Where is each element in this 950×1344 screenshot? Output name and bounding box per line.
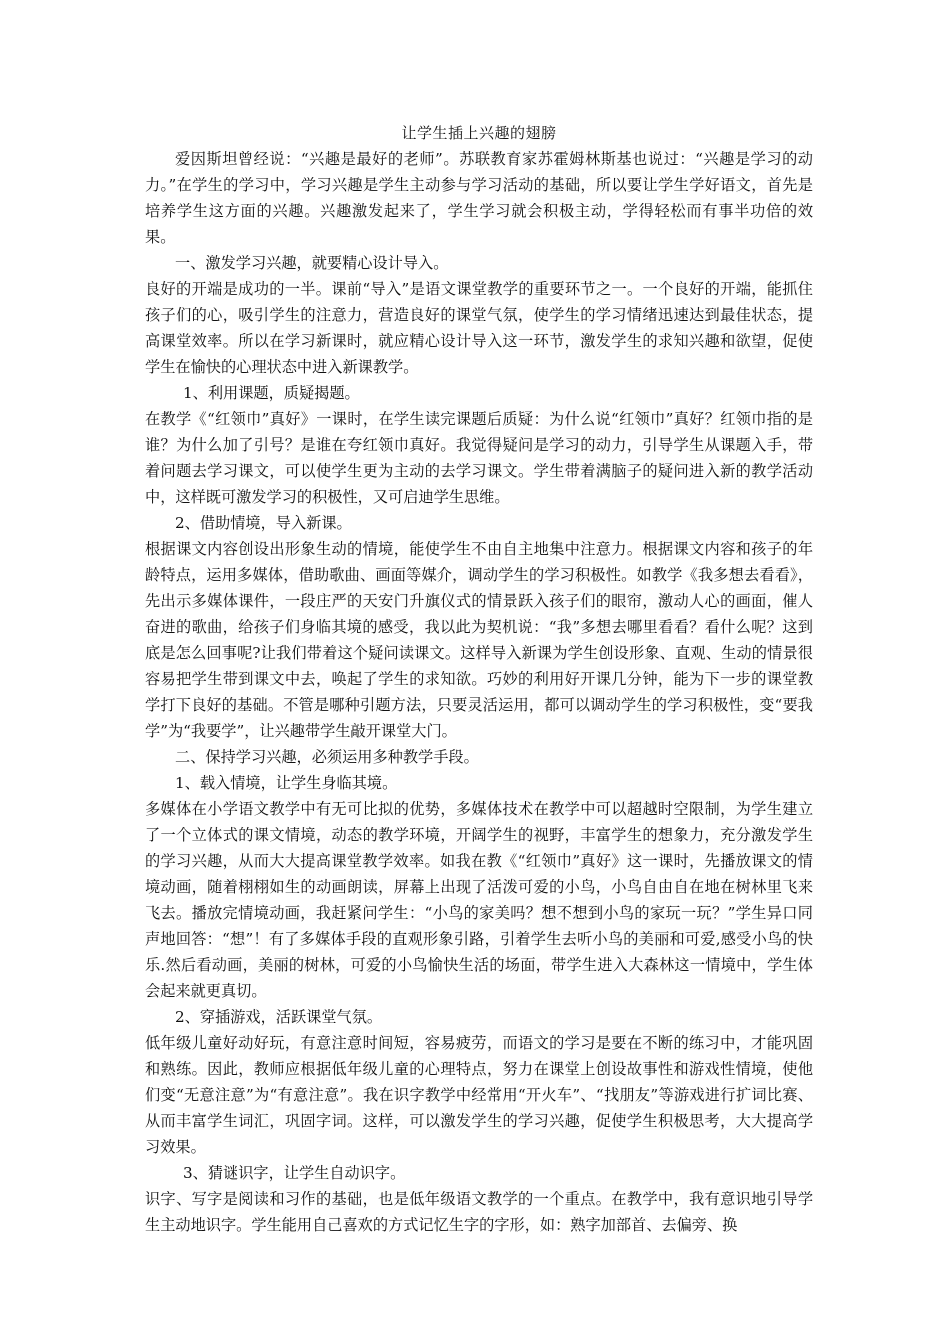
subsection-heading-2-1: 1、载入情境，让学生身临其境。 xyxy=(175,774,398,792)
subsection-1-2-paragraph: 根据课文内容创设出形象生动的情境，能使学生不由自主地集中注意力。根据课文内容和孩子的年龄特点，运用多媒体，借助歌曲、画面等媒介，调动学生的学习积极性。如教学《我多想去看看》，先出示多媒体课件，一段庄严的天安门升旗仪式的情景跃入孩子们的眼帘，激动人心的画面，催人奋进的歌曲，给孩子们身临其境的感受，我以此为契机说：“我”多想去哪里看看？看什么呢？这到底是怎么回事呢?让我们带着这个疑问读课文。这样导入新课为学生创设形象、直观、生动的情景很容易把学生带到课文中去，唤起了学生的求知欲。巧妙的利用好开课几分钟，能为下一步的课堂教学打下良好的基础。不管是哪种引题方法，只要灵活运用，都可以调动学生的学习积极性，变“要我学”为“我要学”，让兴趣带学生敲开课堂大门。 xyxy=(145,540,813,740)
document-page xyxy=(145,120,813,1238)
document-title: 让学生插上兴趣的翅膀 xyxy=(401,124,557,142)
section-heading-1: 一、激发学习兴趣，就要精心设计导入。 xyxy=(175,254,449,272)
subsection-heading-2-3: 3、猜谜识字，让学生自动识字。 xyxy=(183,1164,406,1182)
subsection-2-2-paragraph: 低年级儿童好动好玩，有意注意时间短，容易疲劳，而语文的学习是要在不断的练习中，才能巩固和熟练。因此，教师应根据低年级儿童的心理特点，努力在课堂上创设故事性和游戏性情境，使他们变“无意注意”为“有意注意”。我在识字教学中经常用“开火车”、“找朋友”等游戏进行扩词比赛、从而丰富学生词汇，巩固字词。这样，可以激发学生的学习兴趣，促使学生积极思考，大大提高学习效果。 xyxy=(145,1034,813,1156)
subsection-heading-1-2: 2、借助情境，导入新课。 xyxy=(175,514,352,532)
section-heading-2: 二、保持学习兴趣，必须运用多种教学手段。 xyxy=(175,748,479,766)
subsection-1-1-paragraph: 在教学《“红领巾”真好》一课时，在学生读完课题后质疑：为什么说“红领巾”真好？红领巾指的是谁？为什么加了引号？是谁在夸红领巾真好。我觉得疑问是学习的动力，引导学生从课题入手，带着问题去学习课文，可以使学生更为主动的去学习课文。学生带着满脑子的疑问进入新的教学活动中，这样既可激发学习的积极性，又可启迪学生思维。 xyxy=(145,410,813,506)
subsection-heading-2-2: 2、穿插游戏，活跃课堂气氛。 xyxy=(175,1008,383,1026)
subsection-2-3-paragraph: 识字、写字是阅读和习作的基础，也是低年级语文教学的一个重点。在教学中，我有意识地引导学生主动地识字。学生能用自己喜欢的方式记忆生字的字形，如：熟字加部首、去偏旁、换 xyxy=(145,1190,813,1234)
subsection-heading-1-1: 1、利用课题，质疑揭题。 xyxy=(183,384,360,402)
section-1-paragraph: 良好的开端是成功的一半。课前“导入”是语文课堂教学的重要环节之一。一个良好的开端，能抓住孩子们的心，吸引学生的注意力，营造良好的课堂气氛，使学生的学习情绪迅速达到最佳状态，提高课堂效率。所以在学习新课时，就应精心设计导入这一环节，激发学生的求知兴趣和欲望，促使学生在愉快的心理状态中进入新课教学。 xyxy=(145,280,813,376)
intro-paragraph: 爱因斯坦曾经说：“兴趣是最好的老师”。苏联教育家苏霍姆林斯基也说过：“兴趣是学习的动力。”在学生的学习中，学习兴趣是学生主动参与学习活动的基础，所以要让学生学好语文，首先是培养学生这方面的兴趣。兴趣激发起来了，学生学习就会积极主动，学得轻松而有事半功倍的效果。 xyxy=(145,150,813,246)
subsection-2-1-paragraph: 多媒体在小学语文教学中有无可比拟的优势，多媒体技术在教学中可以超越时空限制，为学生建立了一个立体式的课文情境，动态的教学环境，开阔学生的视野，丰富学生的想象力，充分激发学生的学习兴趣，从而大大提高课堂教学效率。如我在教《“红领巾”真好》这一课时，先播放课文的情境动画，随着栩栩如生的动画朗读，屏幕上出现了活泼可爱的小鸟，小鸟自由自在地在树林里飞来飞去。播放完情境动画，我赶紧问学生：“小鸟的家美吗？想不想到小鸟的家玩一玩？”学生异口同声地回答：“想”！有了多媒体手段的直观形象引路，引着学生去听小鸟的美丽和可爱,感受小鸟的快乐.然后看动画，美丽的树林，可爱的小鸟愉快生活的场面，带学生进入大森林这一情境中，学生体会起来就更真切。 xyxy=(145,800,813,1000)
